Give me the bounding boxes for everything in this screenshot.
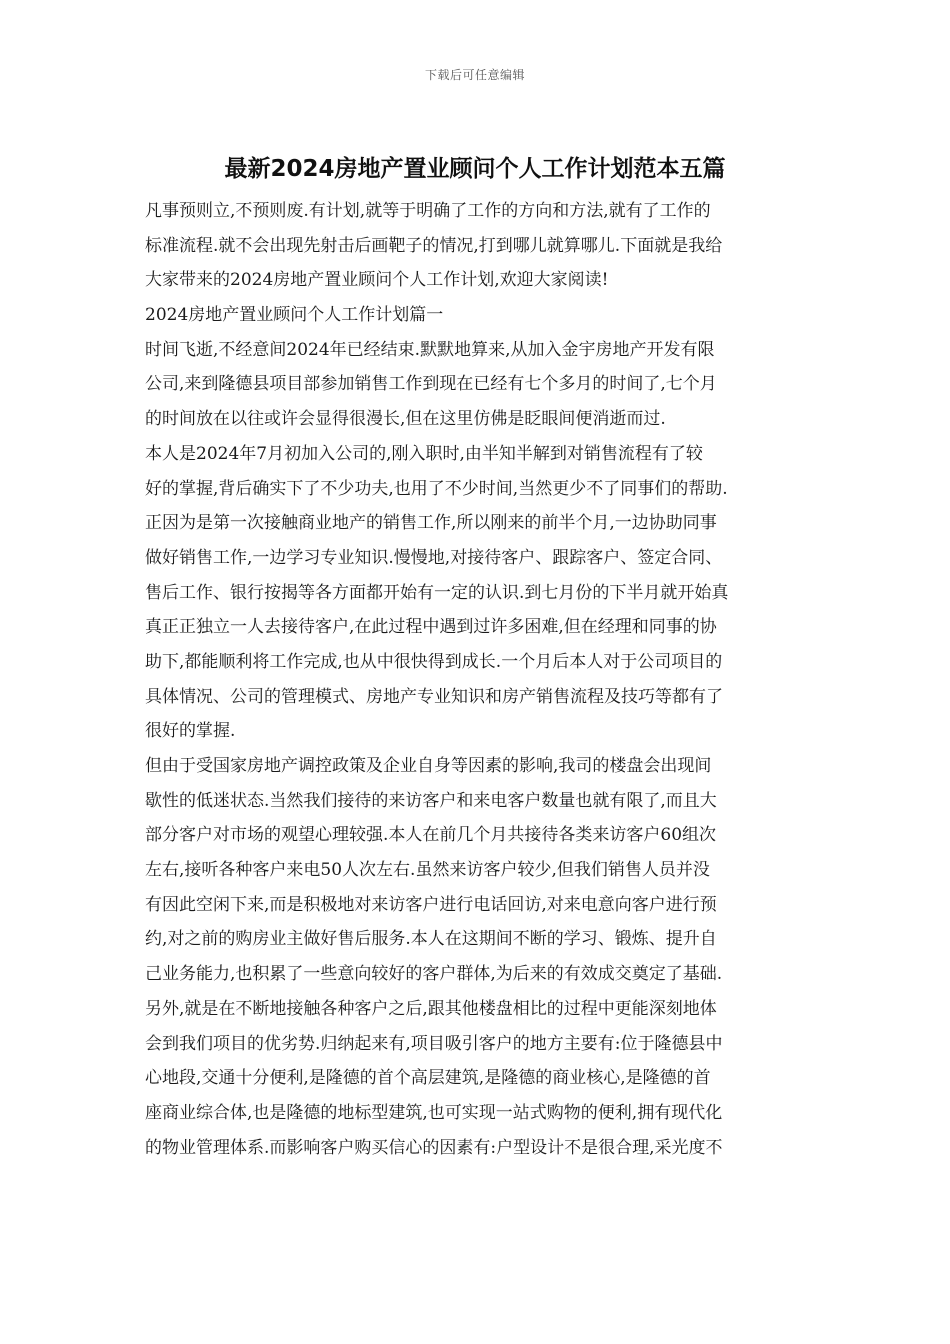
text-line: 2024房地产置业顾问个人工作计划篇一 [145, 305, 444, 326]
text-line: 心地段,交通十分便利,是隆德的首个高层建筑,是隆德的商业核心,是隆德的首 [145, 1068, 711, 1089]
text-line: 具体情况、公司的管理模式、房地产专业知识和房产销售流程及技巧等都有了 [145, 686, 723, 707]
text-line: 售后工作、银行按揭等各方面都开始有一定的认识.到七月份的下半月就开始真 [145, 582, 729, 603]
text-line: 时间飞逝,不经意间2024年已经结束.默默地算来,从加入金宇房地产开发有限 [145, 339, 715, 360]
text-line: 的时间放在以往或许会显得很漫长,但在这里仿佛是眨眼间便消逝而过. [145, 409, 666, 430]
text-line: 但由于受国家房地产调控政策及企业自身等因素的影响,我司的楼盘会出现间 [145, 756, 712, 776]
text-line: 大家带来的2024房地产置业顾问个人工作计划,欢迎大家阅读! [145, 270, 609, 291]
document-body [145, 194, 813, 1165]
text-line: 真正正独立一人去接待客户,在此过程中遇到过许多困难,但在经理和同事的协 [145, 617, 717, 638]
document-title: 最新2024房地产置业顾问个人工作计划范本五篇 [224, 156, 726, 182]
text-line: 好的掌握,背后确实下了不少功夫,也用了不少时间,当然更少不了同事们的帮助. [145, 478, 728, 499]
text-line: 部分客户对市场的观望心理较强.本人在前几个月共接待各类来访客户60组次 [145, 825, 717, 846]
text-line: 助下,都能顺利将工作完成,也从中很快得到成长.一个月后本人对于公司项目的 [145, 651, 723, 672]
text-line: 座商业综合体,也是隆德的地标型建筑,也可实现一站式购物的便利,拥有现代化 [145, 1102, 723, 1123]
text-line: 公司,来到隆德县项目部参加销售工作到现在已经有七个多月的时间了,七个月 [145, 374, 717, 395]
text-line: 很好的掌握. [145, 721, 236, 742]
text-line: 会到我们项目的优劣势.归纳起来有,项目吸引客户的地方主要有:位于隆德县中 [145, 1033, 723, 1054]
text-line: 凡事预则立,不预则废.有计划,就等于明确了工作的方向和方法,就有了工作的 [145, 201, 711, 221]
text-line: 歇性的低迷状态.当然我们接待的来访客户和来电客户数量也就有限了,而且大 [145, 790, 717, 811]
text-line: 的物业管理体系.而影响客户购买信心的因素有:户型设计不是很合理,采光度不 [145, 1137, 723, 1158]
text-line: 左右,接听各种客户来电50人次左右.虽然来访客户较少,但我们销售人员并没 [145, 860, 710, 881]
text-line: 己业务能力,也积累了一些意向较好的客户群体,为后来的有效成交奠定了基础. [145, 964, 723, 985]
text-line: 有因此空闲下来,而是积极地对来访客户进行电话回访,对来电意向客户进行预 [145, 894, 717, 915]
text-line: 约,对之前的购房业主做好售后服务.本人在这期间不断的学习、锻炼、提升自 [145, 929, 717, 950]
text-line: 正因为是第一次接触商业地产的销售工作,所以刚来的前半个月,一边协助同事 [145, 513, 717, 534]
header-note: 下载后可任意编辑 [424, 68, 525, 82]
text-line: 本人是2024年7月初加入公司的,刚入职时,由半知半解到对销售流程有了较 [145, 443, 703, 464]
text-line: 标准流程.就不会出现先射击后画靶子的情况,打到哪儿就算哪儿.下面就是我给 [145, 235, 723, 256]
text-line: 做好销售工作,一边学习专业知识.慢慢地,对接待客户、跟踪客户、签定合同、 [145, 547, 723, 568]
text-line: 另外,就是在不断地接触各种客户之后,跟其他楼盘相比的过程中更能深刻地体 [145, 998, 717, 1019]
